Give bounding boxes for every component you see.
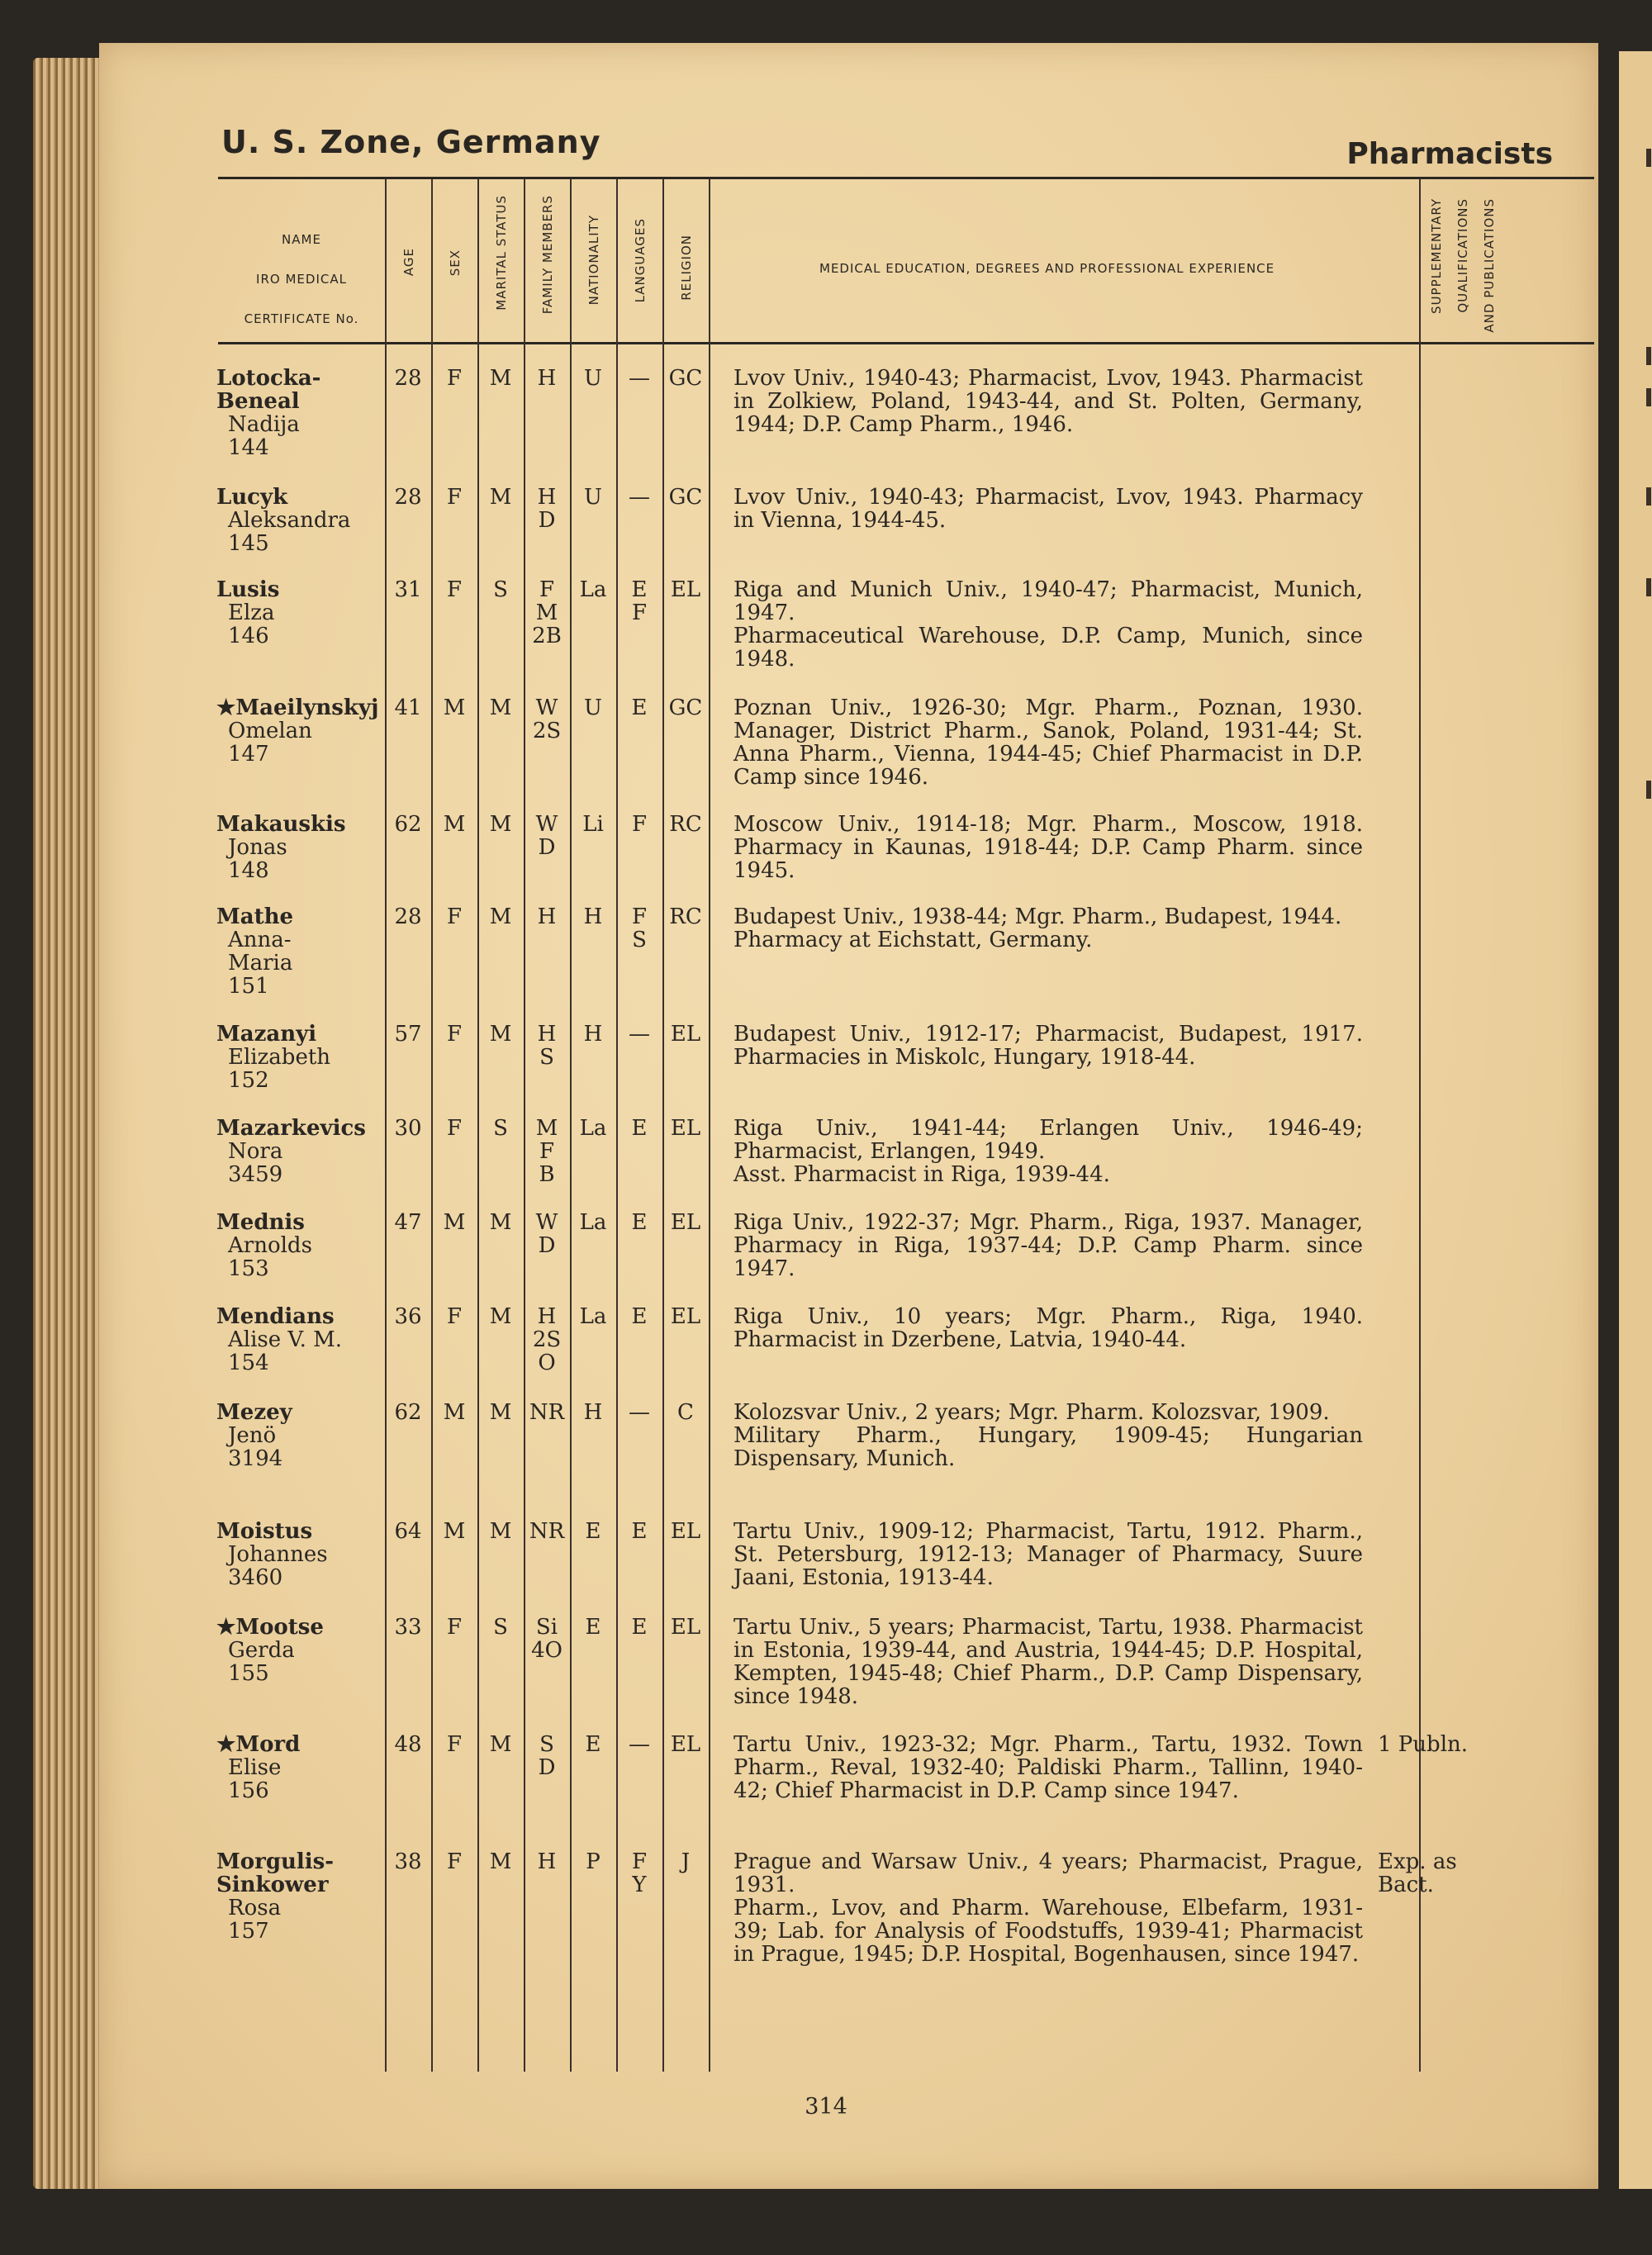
surname-text: Morgulis- Sinkower: [216, 1849, 335, 1897]
sex-value: F: [446, 904, 463, 929]
certificate-number: 152: [228, 1068, 269, 1093]
name-cell: [216, 1850, 382, 1943]
certificate-number: 154: [228, 1351, 269, 1375]
surname: [216, 1520, 382, 1543]
marital-column-header: MARITAL STATUS: [494, 195, 509, 311]
age-value: 48: [394, 1732, 422, 1757]
age-value: 28: [394, 366, 422, 391]
supplementary-text: Exp. as Bact.: [1378, 1849, 1457, 1897]
sex-value: F: [446, 1849, 463, 1874]
nationality-column-header: NATIONALITY: [586, 215, 601, 306]
name-cell: [216, 578, 382, 648]
religion-value: J: [681, 1849, 691, 1874]
family-column-header: FAMILY MEMBERS: [540, 195, 555, 315]
certificate-number: 144: [228, 435, 269, 460]
surname: [216, 367, 382, 413]
education-text: Budapest Univ., 1938-44; Mgr. Pharm., Budapest, 1944. Pharmacy at Eichstatt, Germany.: [733, 904, 1342, 952]
age-value: 28: [394, 904, 422, 929]
name-cell: [216, 486, 382, 555]
surname: [216, 1117, 382, 1140]
education-text: Moscow Univ., 1914-18; Mgr. Pharm., Moscow, 1918. Pharmacy in Kaunas, 1918-44; D.P. Camp Pharm. since 1945.: [733, 812, 1363, 883]
nationality-value: H: [583, 904, 603, 929]
certificate-number: 153: [228, 1256, 269, 1281]
supplementary-text: 1 Publn.: [1378, 1732, 1469, 1757]
surname: [216, 1616, 382, 1639]
religion-value: EL: [670, 1304, 701, 1329]
name-column-header: [219, 220, 384, 339]
certificate-number: 146: [228, 624, 269, 648]
surname-text: Lotocka- Beneal: [216, 366, 321, 414]
name-cell: [216, 1211, 382, 1280]
marital-value: M: [489, 904, 512, 929]
family-value: NR: [529, 1519, 565, 1544]
name-cell: [216, 1305, 382, 1374]
education-text: Riga Univ., 1941-44; Erlangen Univ., 1946-49; Pharmacist, Erlangen, 1949. Asst. Pharmacist in Riga, 1939-44.: [733, 1116, 1363, 1187]
religion-value: EL: [670, 1615, 701, 1640]
marital-value: M: [489, 1519, 512, 1544]
languages-value: —: [629, 485, 650, 510]
family-value: S D: [538, 1732, 556, 1780]
education-text: Riga Univ., 1922-37; Mgr. Pharm., Riga, 1937. Manager, Pharmacy in Riga, 1937-44; D.P. Camp Pharm. since 1947.: [733, 1210, 1363, 1281]
surname-text: Lucyk: [216, 485, 288, 510]
nationality-value: La: [579, 577, 607, 602]
education-text: Prague and Warsaw Univ., 4 years; Pharmacist, Prague, 1931. Pharm., Lvov, and Pharm. Warehouse, Elbefarm, 1931-39; Lab. for Analysis of Foodstuffs, 1939-41; Pharmacist in Prague, 1945; D.P. Hospital, Bogenhausen, since 1947.: [733, 1849, 1363, 1967]
sex-value: M: [443, 695, 466, 720]
section-title: Pharmacists: [1346, 137, 1553, 171]
given-name: Jonas: [228, 835, 287, 860]
page-number: 314: [805, 2094, 847, 2120]
name-cell: [216, 1520, 382, 1589]
certificate-number: 151: [228, 974, 269, 999]
education-text: Riga and Munich Univ., 1940-47; Pharmacist, Munich, 1947. Pharmaceutical Warehouse, D.P. Camp, Munich, since 1948.: [733, 577, 1363, 672]
religion-column-header: RELIGION: [679, 235, 694, 301]
surname-text: Mazarkevics: [216, 1116, 366, 1141]
family-value: H: [537, 1849, 557, 1874]
languages-value: E: [631, 1116, 648, 1141]
languages-value: —: [629, 1022, 650, 1047]
next-page-edge: [1619, 51, 1652, 2189]
name-cell: [216, 696, 382, 766]
nationality-value: U: [584, 695, 602, 720]
age-column-header: AGE: [401, 248, 416, 277]
name-cell: [216, 1733, 382, 1802]
star-mark: ★: [216, 1732, 236, 1757]
marital-value: M: [489, 1849, 512, 1874]
name-cell: [216, 367, 382, 459]
languages-value: E: [631, 1304, 648, 1329]
surname-text: Mezey: [216, 1400, 292, 1425]
header-supp-line-2: QUALIFICATIONS: [1455, 198, 1470, 313]
certificate-number: 155: [228, 1661, 269, 1686]
nationality-value: U: [584, 485, 602, 510]
certificate-number: 3459: [228, 1162, 283, 1187]
certificate-number: 157: [228, 1919, 269, 1944]
given-name: Elza: [228, 601, 275, 625]
religion-value: RC: [669, 812, 702, 837]
religion-value: EL: [670, 1116, 701, 1141]
sex-column-header: SEX: [448, 249, 463, 277]
given-name: Elise: [228, 1755, 282, 1780]
header-iro-line: IRO MEDICAL: [256, 272, 347, 287]
languages-value: E: [631, 1615, 648, 1640]
nationality-value: E: [585, 1732, 601, 1757]
education-text: Tartu Univ., 1909-12; Pharmacist, Tartu, 1912. Pharm., St. Petersburg, 1912-13; Manager of Pharmacy, Suure Jaani, Estonia, 1913-44.: [733, 1519, 1363, 1590]
surname: [216, 578, 382, 601]
marital-value: M: [489, 1022, 512, 1047]
languages-value: —: [629, 366, 650, 391]
age-value: 31: [394, 577, 422, 602]
age-value: 33: [394, 1615, 422, 1640]
family-value: W D: [535, 1210, 558, 1258]
religion-value: EL: [670, 1519, 701, 1544]
nationality-value: P: [586, 1849, 601, 1874]
given-name: Arnolds: [228, 1233, 312, 1258]
surname-text: Mord: [235, 1732, 301, 1757]
family-value: H S: [537, 1022, 557, 1070]
given-name: Rosa: [228, 1896, 282, 1920]
nationality-value: H: [583, 1400, 603, 1425]
surname: [216, 486, 382, 509]
family-value: H D: [537, 485, 557, 533]
name-cell: [216, 1117, 382, 1186]
family-value: H: [537, 904, 557, 929]
age-value: 57: [394, 1022, 422, 1047]
certificate-number: 156: [228, 1778, 269, 1803]
header-cert-line: CERTIFICATE No.: [244, 311, 359, 326]
surname-text: Moistus: [216, 1519, 313, 1544]
marital-value: S: [493, 1116, 508, 1141]
religion-value: GC: [668, 695, 703, 720]
languages-value: E: [631, 1519, 648, 1544]
surname-text: Makauskis: [216, 812, 346, 837]
surname-text: Mednis: [216, 1210, 305, 1235]
nationality-value: La: [579, 1304, 607, 1329]
nationality-value: Li: [582, 812, 604, 837]
languages-value: —: [629, 1400, 650, 1425]
surname: [216, 905, 382, 928]
marital-value: M: [489, 1400, 512, 1425]
surname: [216, 696, 382, 719]
religion-value: RC: [669, 904, 702, 929]
sex-value: F: [446, 1022, 463, 1047]
age-value: 64: [394, 1519, 422, 1544]
surname: [216, 813, 382, 836]
name-cell: [216, 1401, 382, 1470]
header-supp-line-1: SUPPLEMENTARY: [1429, 198, 1444, 314]
languages-value: F S: [631, 904, 648, 952]
certificate-number: 145: [228, 531, 269, 556]
col-line-9: [1419, 178, 1421, 2072]
education-text: Budapest Univ., 1912-17; Pharmacist, Budapest, 1917. Pharmacies in Miskolc, Hungary, 1918-44.: [733, 1022, 1363, 1070]
certificate-number: 3194: [228, 1446, 283, 1471]
surname-text: Mazanyi: [216, 1022, 317, 1047]
sex-value: F: [446, 366, 463, 391]
age-value: 28: [394, 485, 422, 510]
surname-text: Mendians: [216, 1304, 335, 1329]
marital-value: M: [489, 812, 512, 837]
religion-value: GC: [668, 485, 703, 510]
name-cell: [216, 1023, 382, 1092]
education-text: Lvov Univ., 1940-43; Pharmacist, Lvov, 1943. Pharmacy in Vienna, 1944-45.: [733, 485, 1363, 533]
name-cell: [216, 1616, 382, 1685]
age-value: 38: [394, 1849, 422, 1874]
languages-value: E: [631, 695, 648, 720]
surname: [216, 1211, 382, 1234]
surname: [216, 1733, 382, 1756]
languages-value: E: [631, 1210, 648, 1235]
col-line-8: [709, 178, 710, 2072]
given-name: Johannes: [228, 1542, 328, 1567]
marital-value: M: [489, 485, 512, 510]
star-mark: ★: [216, 695, 236, 720]
given-name: Elizabeth: [228, 1045, 331, 1070]
languages-value: F Y: [631, 1849, 648, 1897]
family-value: H: [537, 366, 557, 391]
certificate-number: 147: [228, 742, 269, 767]
family-value: H 2S O: [532, 1304, 562, 1375]
family-value: NR: [529, 1400, 565, 1425]
religion-value: EL: [670, 1022, 701, 1047]
sex-value: F: [446, 577, 463, 602]
given-name: Jenö: [228, 1423, 277, 1448]
given-name: Omelan: [228, 719, 312, 743]
nationality-value: H: [583, 1022, 603, 1047]
surname: [216, 1850, 382, 1897]
family-value: W 2S: [532, 695, 562, 743]
sex-value: F: [446, 1732, 463, 1757]
education-text: Tartu Univ., 1923-32; Mgr. Pharm., Tartu, 1932. Town Pharm., Reval, 1932-40; Paldiski Pharm., Tallinn, 1940-42; Chief Pharmacist in D.P. Camp since 1947.: [733, 1732, 1363, 1803]
name-cell: [216, 905, 382, 998]
religion-value: GC: [668, 366, 703, 391]
religion-value: C: [677, 1400, 694, 1425]
given-name: Nora: [228, 1139, 283, 1164]
surname-text: Mathe: [216, 904, 294, 929]
family-value: Si 4O: [531, 1615, 563, 1663]
sex-value: M: [443, 1400, 466, 1425]
header-bottom-rule: [218, 342, 1594, 344]
given-name: Aleksandra: [228, 508, 351, 533]
nationality-value: U: [584, 366, 602, 391]
education-text: Kolozsvar Univ., 2 years; Mgr. Pharm. Kolozsvar, 1909. Military Pharm., Hungary, 1909-45; Hungarian Dispensary, Munich.: [733, 1400, 1363, 1471]
supplementary-column-header: [1421, 198, 1520, 339]
nationality-value: La: [579, 1116, 607, 1141]
languages-value: —: [629, 1732, 650, 1757]
education-text: Riga Univ., 10 years; Mgr. Pharm., Riga, 1940. Pharmacist in Dzerbene, Latvia, 1940-44.: [733, 1304, 1363, 1352]
sex-value: M: [443, 812, 466, 837]
marital-value: S: [493, 1615, 508, 1640]
certificate-number: 148: [228, 858, 269, 883]
marital-value: M: [489, 1210, 512, 1235]
name-cell: [216, 813, 382, 882]
languages-column-header: LANGUAGES: [633, 218, 648, 303]
certificate-number: 3460: [228, 1565, 283, 1590]
religion-value: EL: [670, 577, 701, 602]
zone-title: U. S. Zone, Germany: [221, 124, 601, 160]
age-value: 62: [394, 812, 422, 837]
surname: [216, 1023, 382, 1046]
given-name: Gerda: [228, 1638, 295, 1663]
age-value: 62: [394, 1400, 422, 1425]
age-value: 30: [394, 1116, 422, 1141]
nationality-value: E: [585, 1615, 601, 1640]
age-value: 36: [394, 1304, 422, 1329]
given-name: Anna- Maria: [228, 928, 293, 976]
education-column-header: MEDICAL EDUCATION, DEGREES AND PROFESSIONAL EXPERIENCE: [819, 261, 1275, 276]
languages-value: F: [631, 812, 648, 837]
surname: [216, 1305, 382, 1328]
sex-value: F: [446, 1116, 463, 1141]
languages-value: E F: [631, 577, 648, 625]
sex-value: F: [446, 1615, 463, 1640]
religion-value: EL: [670, 1732, 701, 1757]
education-text: Tartu Univ., 5 years; Pharmacist, Tartu, 1938. Pharmacist in Estonia, 1939-44, and Austria, 1944-45; D.P. Hospital, Kempten, 1945-48; Chief Pharm., D.P. Camp Dispensary, since 1948.: [733, 1615, 1363, 1709]
nationality-value: E: [585, 1519, 601, 1544]
marital-value: M: [489, 695, 512, 720]
given-name: Alise V. M.: [228, 1327, 343, 1352]
sex-value: F: [446, 1304, 463, 1329]
header-name-line: NAME: [282, 232, 321, 247]
header-supp-line-3: AND PUBLICATIONS: [1482, 198, 1497, 333]
family-value: M F B: [535, 1116, 558, 1187]
age-value: 41: [394, 695, 422, 720]
surname: [216, 1401, 382, 1424]
marital-value: M: [489, 1304, 512, 1329]
age-value: 47: [394, 1210, 422, 1235]
top-rule: [218, 177, 1594, 179]
surname-text: Mootse: [235, 1615, 324, 1640]
marital-value: S: [493, 577, 508, 602]
education-text: Poznan Univ., 1926-30; Mgr. Pharm., Poznan, 1930. Manager, District Pharm., Sanok, Poland, 1931-44; St. Anna Pharm., Vienna, 1944-45; Chief Pharmacist in D.P. Camp since 1946.: [733, 695, 1363, 790]
family-value: W D: [535, 812, 558, 860]
education-text: Lvov Univ., 1940-43; Pharmacist, Lvov, 1943. Pharmacist in Zolkiew, Poland, 1943-44, and St. Polten, Germany, 1944; D.P. Camp Pharm., 1946.: [733, 366, 1363, 437]
sex-value: M: [443, 1210, 466, 1235]
nationality-value: La: [579, 1210, 607, 1235]
sex-value: F: [446, 485, 463, 510]
page-edges: [33, 58, 107, 2189]
religion-value: EL: [670, 1210, 701, 1235]
surname-text: Lusis: [216, 577, 280, 602]
given-name: Nadija: [228, 412, 300, 437]
sex-value: M: [443, 1519, 466, 1544]
surname-text: Maeilynskyj: [235, 695, 379, 720]
family-value: F M 2B: [532, 577, 562, 648]
star-mark: ★: [216, 1615, 236, 1640]
marital-value: M: [489, 366, 512, 391]
marital-value: M: [489, 1732, 512, 1757]
